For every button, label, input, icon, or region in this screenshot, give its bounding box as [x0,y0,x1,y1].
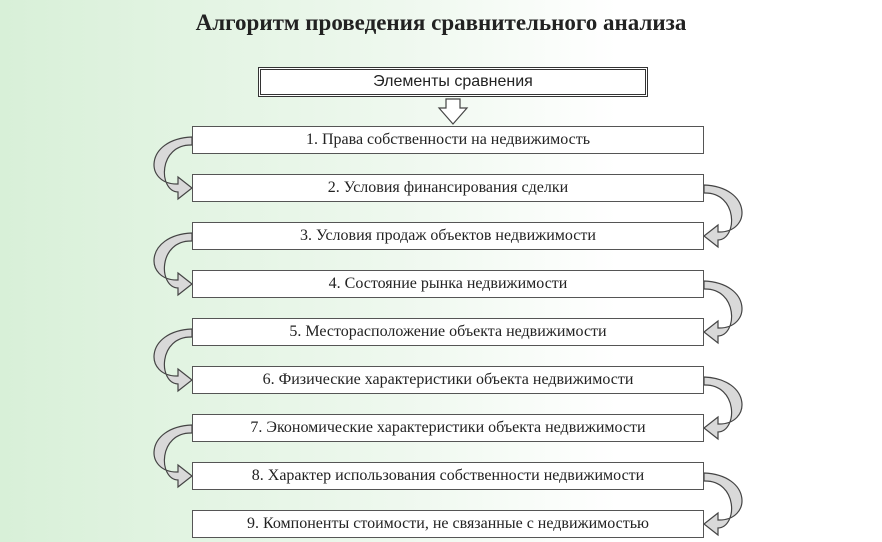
step-4: 4. Состояние рынка недвижимости [192,270,704,298]
curved-arrow-left-icon-3 [154,233,192,295]
comparison-elements-header: Элементы сравнения [258,67,648,97]
step-6: 6. Физические характеристики объекта недвижимости [192,366,704,394]
curved-arrow-right-icon-6 [704,377,742,439]
curved-arrow-right-icon-8 [704,473,742,535]
curved-arrow-left-icon-7 [154,425,192,487]
curved-arrow-left-icon-5 [154,329,192,391]
curved-arrow-left-icon-1 [154,137,192,199]
step-7: 7. Экономические характеристики объекта недвижимости [192,414,704,442]
step-2: 2. Условия финансирования сделки [192,174,704,202]
curved-arrow-right-icon-4 [704,281,742,343]
curved-arrow-right-icon-2 [704,185,742,247]
step-3: 3. Условия продаж объектов недвижимости [192,222,704,250]
step-5: 5. Месторасположение объекта недвижимости [192,318,704,346]
step-9: 9. Компоненты стоимости, не связанные с недвижимостью [192,510,704,538]
down-arrow-icon [439,99,467,124]
step-1: 1. Права собственности на недвижимость [192,126,704,154]
step-8: 8. Характер использования собственности недвижимости [192,462,704,490]
page-title: Алгоритм проведения сравнительного анализа [195,10,687,35]
